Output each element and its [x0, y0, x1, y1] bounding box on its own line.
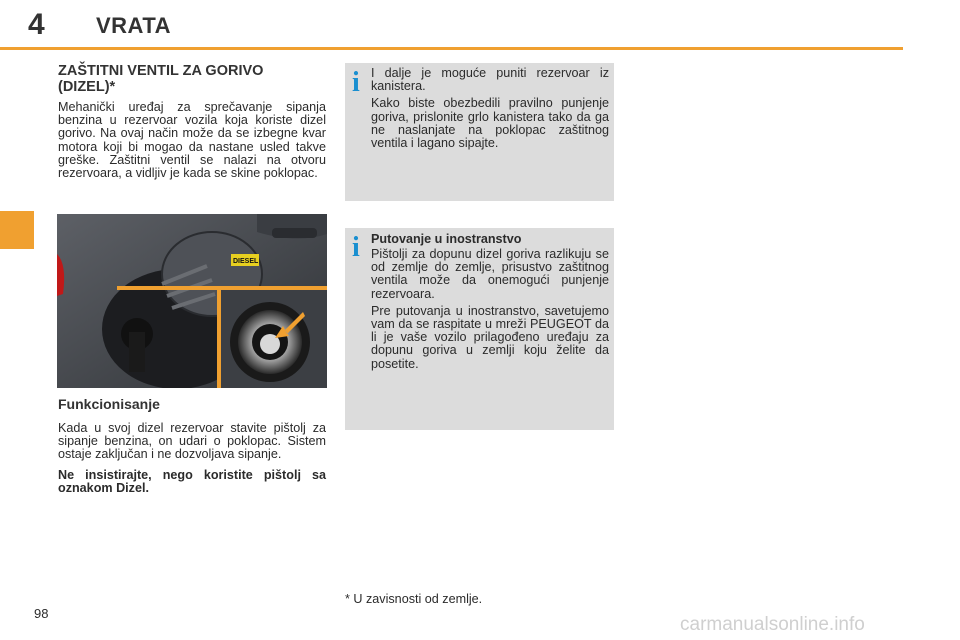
chapter-number: 4	[28, 8, 45, 41]
header-divider	[0, 47, 903, 50]
section-body-text: Mehanički uređaj za sprečavanje sipanja benzina u rezervoar vozila koja koriste dizel gorivo. Na ovaj način može da se izbegne kvar motora koji bi mogao da nastane usled takve greške. Zaštitni ventil se nalazi na otvoru rezervoara, a vidljiv je kada se skine poklopac.	[58, 100, 326, 181]
chapter-side-tab	[0, 211, 34, 249]
section-heading	[58, 63, 326, 95]
info-box-refill-para2: Kako biste obezbedili pravilno punjenje goriva, prislonite grlo kanistera tako da ga ne naslanjate na poklopac zaštitnog ventila i lagano sipajte.	[371, 96, 609, 151]
chapter-title: VRATA	[96, 13, 172, 38]
info-box-travel-para1: Pištolji za dopunu dizel goriva razlikuju se od zemlje do zemlje, prisustvo zaštitnog ventila može da onemogući punjenje rezervoara.	[371, 247, 609, 301]
cap-tether	[129, 332, 145, 372]
info-icon: i	[352, 232, 360, 263]
fuel-filler-illustration	[57, 214, 327, 388]
section-body	[58, 101, 326, 180]
section-title-line2: (DIZEL)*	[58, 79, 116, 95]
functioning-title: Funkcionisanje	[58, 396, 160, 412]
functioning-note: Ne insistirajte, nego koristite pištolj sa oznakom Dizel.	[58, 467, 326, 495]
info-box-refill-para1: I dalje je moguće puniti rezervoar iz kanistera.	[371, 66, 609, 94]
fuel-filler-photo	[57, 214, 327, 388]
footnote: * U zavisnosti od zemlje.	[345, 592, 483, 606]
info-box-travel	[345, 228, 614, 430]
functioning-heading	[58, 396, 326, 412]
diesel-label-text: DIESEL	[233, 258, 259, 265]
watermark: carmanualsonline.info	[680, 614, 865, 635]
info-box-travel-para2: Pre putovanja u inostranstvo, savetujemo vam da se raspitate u mreži PEUGEOT da li je vaše vozilo prilagođeno uređaju za dopunu goriva u zemlji koju želite da posetite.	[371, 303, 609, 371]
page-number: 98	[34, 606, 49, 621]
functioning-body	[58, 422, 326, 495]
info-icon: i	[352, 67, 360, 98]
functioning-text: Kada u svoj dizel rezervoar stavite pištolj za sipanje benzina, on udari o poklopac. Sistem ostaje zaključan i ne dozvoljava sipanje.	[58, 421, 326, 462]
info-box-refill	[345, 63, 614, 201]
info-box-travel-title: Putovanje u inostranstvo	[371, 232, 522, 246]
door-handle	[272, 228, 317, 238]
section-title-line1: ZAŠTITNI VENTIL ZA GORIVO	[58, 63, 264, 79]
